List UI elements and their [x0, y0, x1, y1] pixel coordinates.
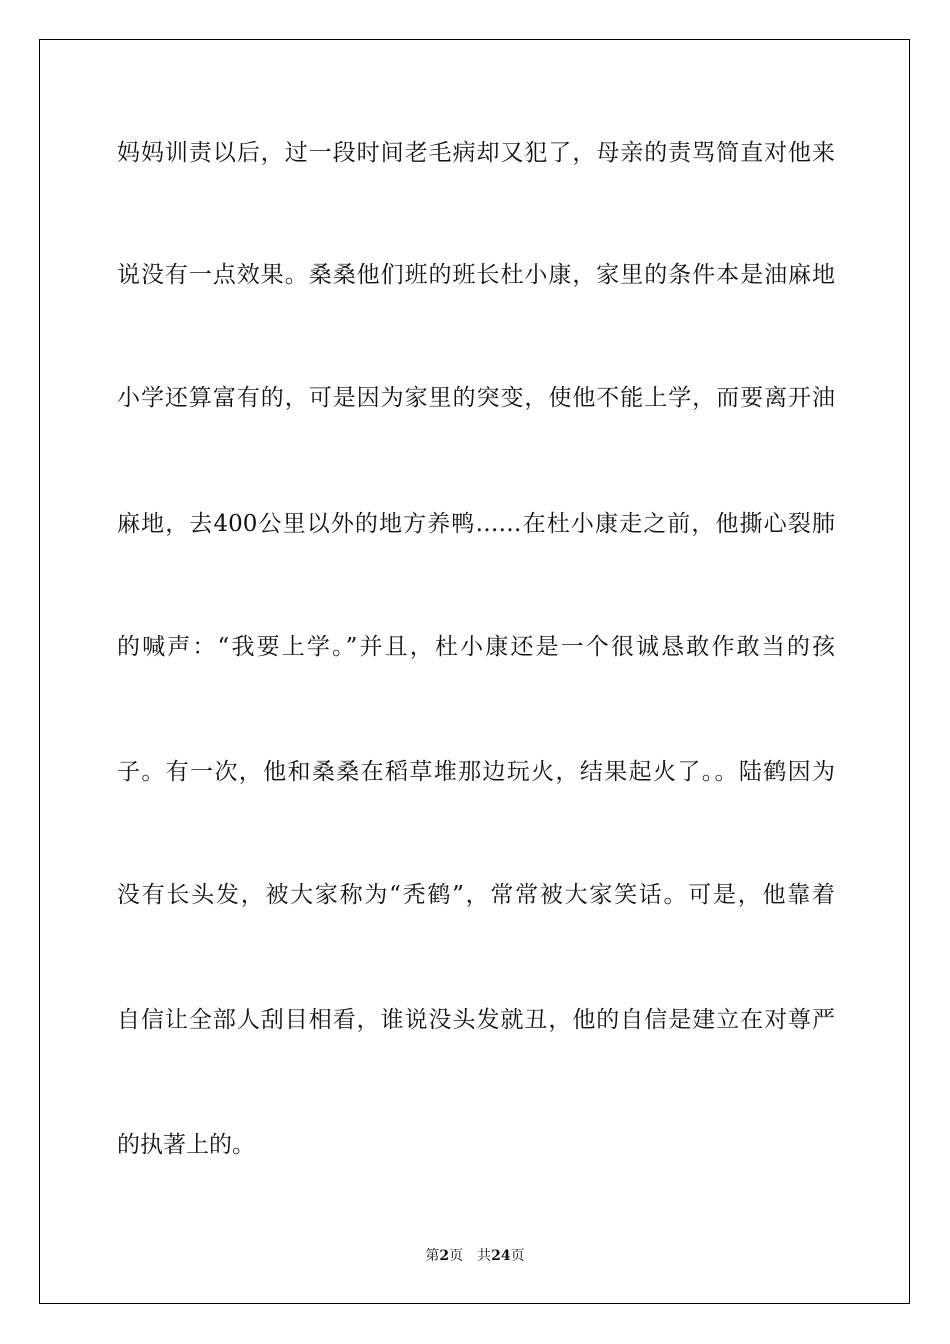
page-border: [39, 39, 910, 1304]
page-footer: [0, 1245, 950, 1265]
total-prefix: 共: [477, 1248, 492, 1264]
text-line: 麻地，去400公里以外的地方养鸭……在杜小康走之前，他撕心裂肺: [117, 511, 835, 537]
text-line: 子。有一次，他和桑桑在稻草堆那边玩火，结果起火了。。陆鹤因为: [117, 759, 835, 785]
page-number: 2: [439, 1248, 450, 1264]
text-line: 妈妈训责以后，过一段时间老毛病却又犯了，母亲的责骂简直对他来: [117, 140, 835, 166]
text-line: 没有长头发，被大家称为“秃鹤”，常常被大家笑话。可是，他靠着: [117, 882, 835, 908]
page-prefix: 第: [425, 1248, 440, 1264]
page-suffix: 页: [449, 1248, 464, 1264]
text-line: 自信让全部人刮目相看，谁说没头发就丑，他的自信是建立在对尊严: [117, 1007, 835, 1033]
total-pages: 24: [491, 1248, 511, 1264]
text-line: 说没有一点效果。桑桑他们班的班长杜小康，家里的条件本是油麻地: [117, 262, 835, 288]
total-suffix: 页: [510, 1248, 525, 1264]
text-line: 的执著上的。: [117, 1132, 255, 1158]
text-line: 的喊声：“我要上学。”并且，杜小康还是一个很诚恳敢作敢当的孩: [117, 634, 835, 660]
text-line: 小学还算富有的，可是因为家里的突变，使他不能上学，而要离开油: [117, 385, 835, 411]
